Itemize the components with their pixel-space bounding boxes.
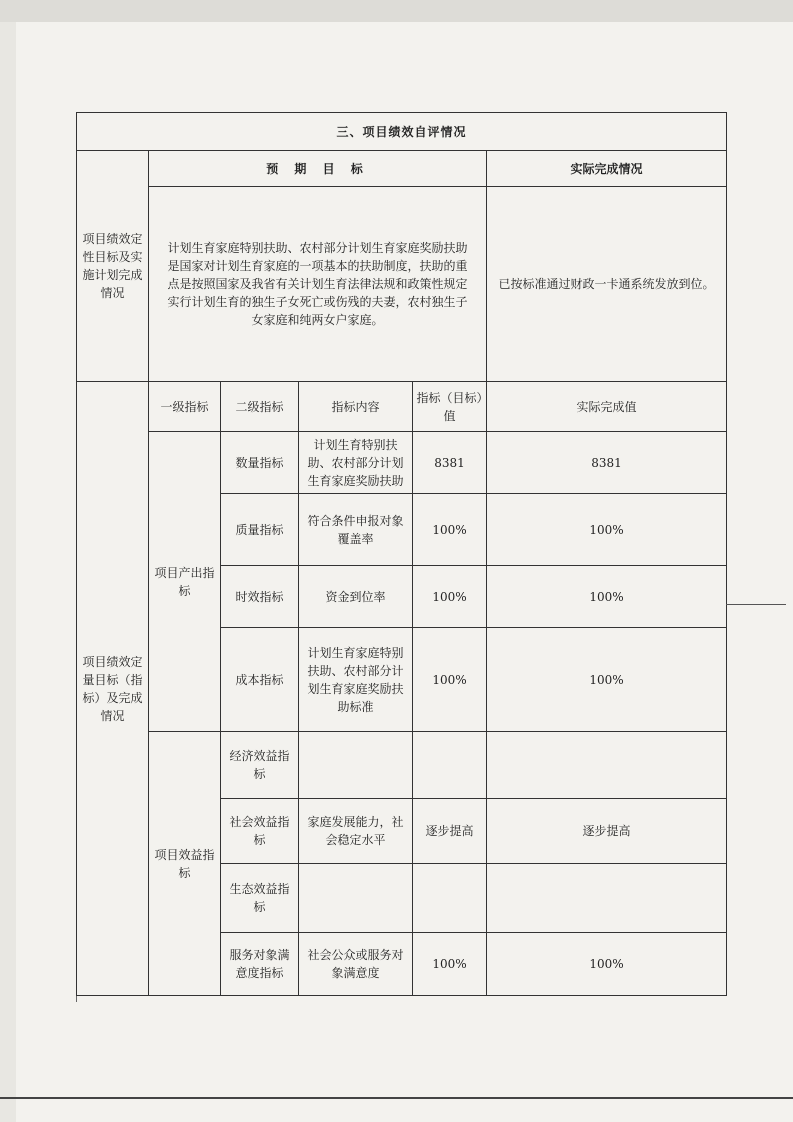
level2-header: 二级指标 [221,382,299,432]
scan-mark [76,996,77,1002]
actual-status-text: 已按标准通过财政一卡通系统发放到位。 [487,187,727,382]
quantitative-row-label: 项目绩效定量目标（指标）及完成情况 [77,382,149,996]
actual-cell: 逐步提高 [487,799,727,864]
content-cell: 社会公众或服务对象满意度 [299,933,413,996]
content-cell: 资金到位率 [299,566,413,628]
output-group-label: 项目产出指标 [149,432,221,732]
content-cell: 家庭发展能力，社会稳定水平 [299,799,413,864]
level2-cell: 经济效益指标 [221,732,299,799]
actual-cell: 100% [487,933,727,996]
target-cell: 100% [413,566,487,628]
actual-value-header: 实际完成值 [487,382,727,432]
target-cell [413,732,487,799]
level2-cell: 生态效益指标 [221,864,299,933]
scan-edge-left [0,22,16,1122]
expected-goal-text [149,187,487,382]
performance-table [76,112,727,996]
level2-cell: 服务对象满意度指标 [221,933,299,996]
target-cell: 100% [413,494,487,566]
actual-cell: 100% [487,566,727,628]
level2-cell: 成本指标 [221,628,299,732]
actual-cell [487,864,727,933]
expected-line: 计划生育家庭特别扶助、农村部分计划生育家庭奖励扶助 [167,241,468,255]
actual-cell: 100% [487,628,727,732]
content-header: 指标内容 [299,382,413,432]
actual-status-header: 实际完成情况 [487,151,727,187]
expected-goal-header: 预 期 目 标 [149,151,487,187]
level2-cell: 数量指标 [221,432,299,494]
level1-header: 一级指标 [149,382,221,432]
scan-mark [726,604,786,605]
actual-cell: 100% [487,494,727,566]
table-row [77,432,727,494]
target-cell: 100% [413,628,487,732]
scan-edge-bottom [0,1097,793,1099]
benefit-group-label: 项目效益指标 [149,732,221,996]
target-cell: 100% [413,933,487,996]
level2-cell: 质量指标 [221,494,299,566]
qualitative-header-row [77,151,727,187]
qualitative-row-label: 项目绩效定性目标及实施计划完成情况 [77,151,149,382]
title-row [77,113,727,151]
target-cell [413,864,487,933]
actual-cell: 8381 [487,432,727,494]
expected-line: 实行计划生育的独生子女死亡或伤残的夫妻，农村独生子 [167,295,468,309]
table-row [77,732,727,799]
expected-line: 是国家对计划生育家庭的一项基本的扶助制度，扶助的重 [167,259,468,273]
target-cell: 逐步提高 [413,799,487,864]
quantitative-header-row [77,382,727,432]
content-cell [299,732,413,799]
target-cell: 8381 [413,432,487,494]
content-cell: 计划生育家庭特别扶助、农村部分计划生育家庭奖励扶助标准 [299,628,413,732]
qualitative-content-row [77,187,727,382]
scan-edge-top [0,0,793,22]
actual-cell [487,732,727,799]
section-title: 三、项目绩效自评情况 [77,113,727,151]
level2-cell: 时效指标 [221,566,299,628]
target-header: 指标（目标）值 [413,382,487,432]
expected-line: 女家庭和纯两女户家庭。 [251,313,384,327]
content-cell: 符合条件申报对象覆盖率 [299,494,413,566]
level2-cell: 社会效益指标 [221,799,299,864]
content-cell [299,864,413,933]
expected-line: 点是按照国家及我省有关计划生育法律法规和政策性规定 [167,277,468,291]
content-cell: 计划生育特别扶助、农村部分计划生育家庭奖励扶助 [299,432,413,494]
